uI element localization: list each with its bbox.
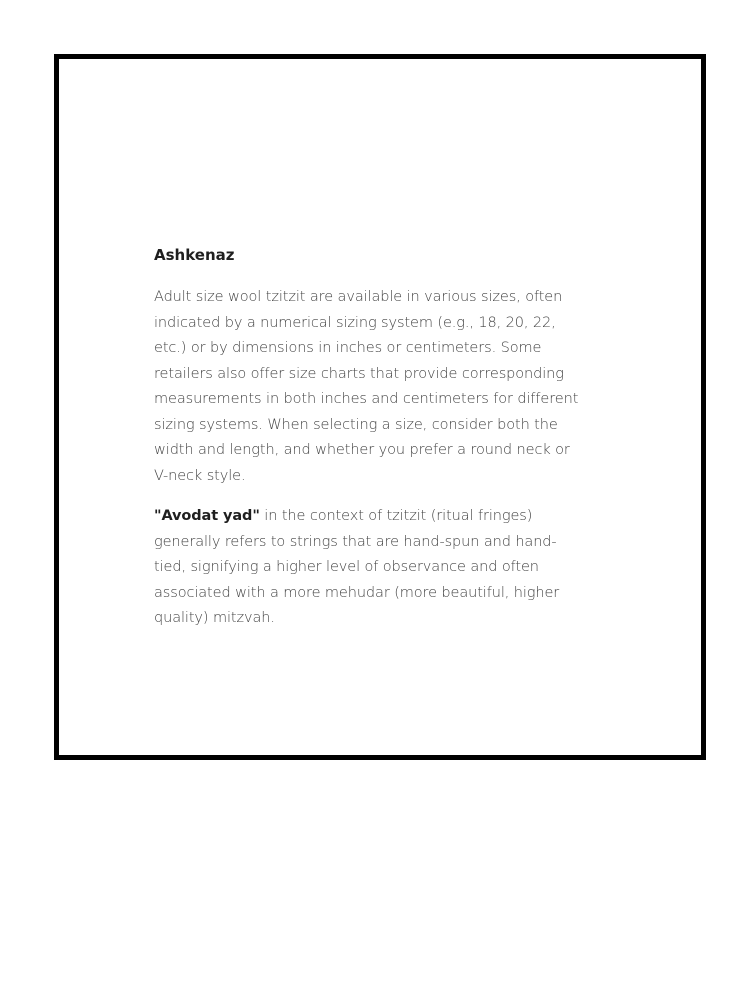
avodat-yad-description: in the context of tzitzit (ritual fringes) generally refers to strings that are hand-spun and hand-tied, signifying a higher level of observance and often associated with a more mehudar (more beautiful, higher quality) mitzvah.: [154, 508, 560, 626]
avodat-yad-term: "Avodat yad": [154, 508, 260, 524]
section-heading: Ashkenaz: [154, 246, 235, 264]
avodat-yad-paragraph: [154, 504, 584, 632]
text-block: [154, 245, 584, 647]
content-frame: [54, 54, 706, 760]
sizing-paragraph: Adult size wool tzitzit are available in various sizes, often indicated by a numerical sizing system (e.g., 18, 20, 22, etc.) or by dimensions in inches or centimeters. Some retailers also offer size charts that provide corresponding measurements in both inches and centimeters for different sizing systems. When selecting a size, consider both the width and length, and whether you prefer a round neck or V-neck style.: [154, 289, 579, 484]
